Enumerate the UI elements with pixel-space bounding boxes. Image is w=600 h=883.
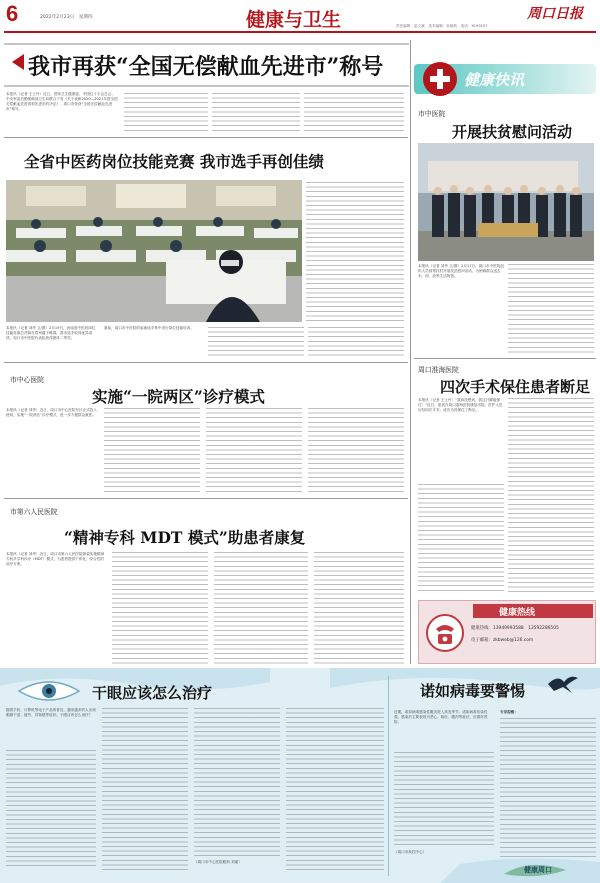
story3-text-col4 [308,408,404,492]
hotline-box [418,600,596,664]
bottom-right-col2 [500,718,596,858]
swallow-icon [546,672,580,694]
story4-text-col2 [112,552,208,664]
bottom-left-col4 [286,708,384,870]
story1-headline: 开展扶贫慰问活动 [452,123,573,141]
story1-body: 本报讯（记者 刘华 文/图）2月17日，周口市中医院组织人员到帮扶村开展扶贫慰问活动，为困难群众送去米、面、油等生活物资。 [418,264,504,278]
lead-text-col3 [212,93,300,131]
lead-body: 本报讯（记者 王士丹）近日，国家卫生健康委、中国红十字会总会、中央军委后勤保障部卫生局联合下发《关于表彰2020—2021年度全国无偿献血先进省和先进市的决定》，周口市荣获“全国无偿献血先进市”称号。 [6,92,118,111]
bottom-left-col2 [102,708,188,870]
news-header-banner [414,56,596,102]
column-divider [388,676,389,876]
paper-name: 周口日报 [527,6,583,22]
bottom-right-body: 近期，诺如病毒感染性腹泻进入高发季节。诺如病毒传染性强，感染后主要表现为恶心、呕吐、腹泻等症状，应做好预防。 [394,710,488,724]
feature-text-col4 [308,327,404,357]
feature-headline: 全省中医药岗位技能竞赛 我市选手再创佳绩 [24,152,324,171]
corner-label: 健康周口 [524,866,552,874]
story4-headline: “精神专科 MDT 模式”助患者康复 [64,528,306,547]
hotline-email: 电子邮箱：zkbweb@126.com [471,638,534,643]
lead-text-col4 [304,93,404,131]
story3-label: 市中心医院 [10,376,44,384]
story1-label: 市中医院 [418,110,446,118]
story4-body: 本报讯（记者 刘华）近日，周口市第六人民医院探索实施精神专科多学科诊疗（MDT）模式，为患者提供个体化、综合性的治疗方案。 [6,552,105,566]
divider [4,362,408,363]
hotline-phone: 健康热线：13949993588 13592286505 [471,626,559,631]
phone-icon [425,613,465,653]
bottom-band [0,668,600,883]
credits: 责任编辑：赵文斌 美术编辑：孙晓秋 电话：6199107 [396,24,488,28]
story2-text-col1b [418,484,504,594]
bottom-right-headline: 诺如病毒要警惕 [420,682,526,700]
divider [4,498,408,499]
lead-headline: 我市再获“全国无偿献血先进市”称号 [28,54,384,80]
eye-icon [14,676,84,706]
story3-headline: 实施“一院两区”诊疗模式 [92,387,265,406]
story2-headline: 四次手术保住患者断足 [440,378,591,396]
story1-photo [418,143,594,261]
bottom-right-tips-title: 专家提醒： [500,710,518,714]
story3-text-col2 [104,408,200,492]
news-header-title: 健康快讯 [464,71,525,89]
masthead-rule [4,31,596,33]
bottom-left-byline: （周口市中心医院眼科 刘丽） [194,860,242,864]
feature-body: 本报讯（记者 刘华 文/图）2月19日，河南省中医药岗位技能竞赛总决赛在郑州落下帷幕，我市选手取得优异成绩，周口市中医院代表队获得团体二等奖。 [6,326,96,340]
bottom-right-col1 [394,752,494,848]
story4-text-col4 [314,552,404,664]
bottom-left-body: 随着手机、计算机等电子产品的普及，越来越多的人出现眼睛干涩、疲劳、异物感等症状。干眼应该怎么治疗？ [6,708,96,717]
story3-text-col3 [206,408,302,492]
section-title: 健康与卫生 [246,9,342,31]
story2-text-col2 [508,398,594,594]
bottom-left-headline: 干眼应该怎么治疗 [92,684,213,702]
column-divider [410,40,411,664]
story2-label: 周口淮海医院 [418,366,459,374]
feature-photo [6,180,302,322]
bottom-right-byline: （周口市疾控中心） [394,850,427,854]
page-number: 6 [6,1,19,26]
feature-caption: 赛前，周口市中医院的参赛选手集中进行岗位技能培训。 [104,326,194,330]
hotline-title: 健康热线 [499,608,536,618]
bottom-left-col3 [194,708,280,858]
masthead [0,0,600,34]
feature-text-col3 [208,327,304,357]
feature-text-right [306,182,404,324]
lead-headline-block [4,40,409,90]
story1-text-col2 [508,264,594,354]
story4-label: 市第六人民医院 [10,508,58,516]
divider [414,358,596,359]
story3-body: 本报讯（记者 刘华）近日，周口市中心医院东区正式投入使用，实施“一院两区”诊疗模式，进一步方便群众就医。 [6,408,97,417]
bottom-left-col1 [6,750,96,868]
lead-text-col2 [124,93,208,131]
story2-body: 本报讯（记者 王士丹）“我真没想到，我这只脚能保住！”近日，患者在周口淮海医院康复出院。医护人员历经四次手术，成功为其保住了断足。 [418,398,503,412]
story4-text-col3 [214,552,308,664]
date-line: 2022年2月23日 星期四 [40,15,93,20]
divider [4,137,408,138]
